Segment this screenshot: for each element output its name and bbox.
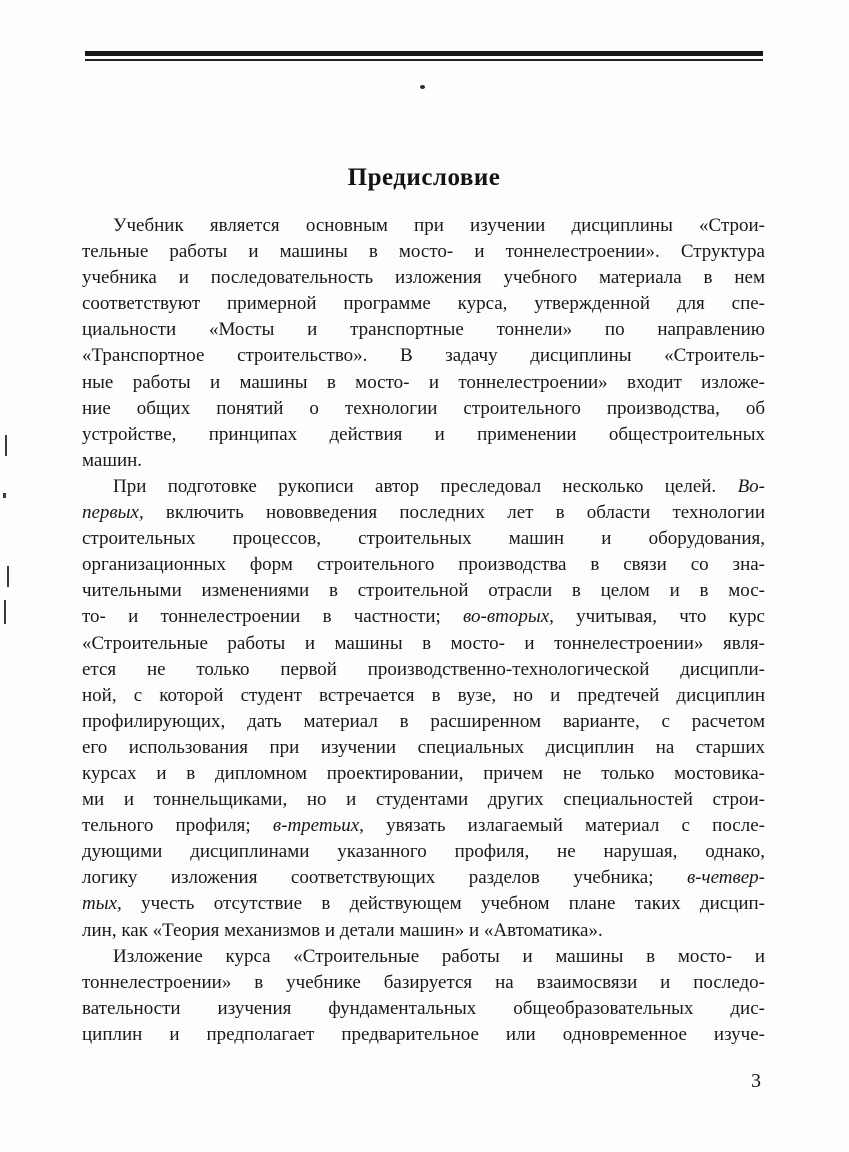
text-segment: устройстве, принципах действия и применении общестроительных: [82, 423, 765, 445]
text-segment: организационных форм строительного производства в связи со зна-: [82, 554, 765, 576]
text-line: [82, 813, 765, 839]
text-line: [82, 291, 765, 317]
text-line: [82, 474, 765, 500]
text-segment: ные работы и машины в мосто- и тоннелестроении» входит изложе-: [82, 371, 765, 393]
text-segment: тельного профиля;: [82, 815, 273, 837]
text-line: [82, 213, 765, 239]
text-line: [82, 918, 765, 944]
paragraph: [82, 213, 765, 474]
text-line: [82, 370, 765, 396]
italic-text-segment: Во-: [737, 475, 765, 497]
text-line: [82, 709, 765, 735]
text-line: [82, 735, 765, 761]
text-line: [82, 996, 765, 1022]
text-segment: машин.: [82, 449, 143, 471]
text-segment: При подготовке рукописи автор преследовал несколько целей.: [113, 475, 738, 497]
stray-ink-dot: [420, 85, 425, 89]
text-segment: Учебник является основным при изучении дисциплины «Строи-: [113, 215, 765, 236]
text-line: [82, 631, 765, 657]
text-line: [82, 657, 765, 683]
scan-artifact: [5, 435, 7, 456]
text-segment: «Строительные работы и машины в мосто- и тоннелестроении» явля-: [82, 632, 765, 654]
text-line: [82, 944, 765, 970]
text-segment: профилирующих, дать материал в расширенном варианте, с расчетом: [82, 710, 765, 732]
text-segment: увязать излагаемый материал с после-: [363, 815, 765, 837]
paragraph: [82, 474, 765, 944]
text-segment: ной, с которой студент встречается в вузе, но и предтечей дисциплин: [82, 684, 765, 706]
scan-artifact: [7, 566, 9, 587]
text-line: [82, 891, 765, 917]
text-line: [82, 239, 765, 265]
text-line: [82, 317, 765, 343]
text-segment: тельные работы и машины в мосто- и тоннелестроении». Структура: [82, 241, 765, 263]
page-title: Предисловие: [347, 164, 501, 191]
text-segment: курсах и в дипломном проектировании, причем не только мостовика-: [82, 762, 765, 784]
text-segment: чительными изменениями в строительной отрасли в целом и в мос-: [82, 580, 765, 602]
header-rule: [85, 51, 763, 61]
text-segment: логику изложения соответствующих разделов учебника;: [82, 867, 687, 889]
text-line: [82, 839, 765, 865]
text-line: [82, 526, 765, 552]
text-segment: циплин и предполагает предварительное или одновременное изуче-: [82, 1023, 765, 1045]
text-line: [82, 448, 765, 474]
text-segment: Изложение курса «Строительные работы и машины в мосто- и: [113, 945, 765, 967]
text-segment: учебника и последовательность изложения учебного материала в нем: [82, 267, 765, 289]
scan-artifact: [4, 600, 6, 624]
text-line: [82, 761, 765, 787]
text-line: [82, 343, 765, 369]
italic-text-segment: первых,: [82, 502, 144, 524]
text-segment: строительных процессов, строительных машин и оборудования,: [82, 528, 765, 550]
text-line: [82, 422, 765, 448]
paragraph: [82, 944, 765, 1048]
text-line: [82, 683, 765, 709]
text-segment: ние общих понятий о технологии строительного производства, об: [82, 397, 765, 419]
text-segment: то- и тоннелестроении в частности;: [82, 606, 464, 628]
text-line: [82, 578, 765, 604]
text-segment: «Транспортное строительство». В задачу дисциплины «Строитель-: [82, 345, 765, 367]
italic-text-segment: в-четвер-: [686, 867, 765, 889]
text-segment: включить нововведения последних лет в области технологии: [143, 502, 765, 524]
text-segment: его использования при изучении специальных дисциплин на старших: [82, 736, 765, 758]
page-number: 3: [751, 1070, 761, 1092]
text-segment: соответствуют примерной программе курса, утвержденной для спе-: [82, 293, 765, 315]
header-rule-thick: [85, 51, 763, 56]
text-segment: дующими дисциплинами указанного профиля, не нарушая, однако,: [82, 841, 765, 863]
text-segment: ми и тоннельщиками, но и студентами других специальностей строи-: [82, 789, 765, 811]
text-segment: учитывая, что курс: [553, 606, 765, 628]
italic-text-segment: в-третьих,: [272, 815, 364, 837]
text-segment: тоннелестроении» в учебнике базируется на взаимосвязи и последо-: [82, 971, 765, 993]
preface-body: [82, 213, 765, 1048]
text-line: [82, 1022, 765, 1048]
text-line: [82, 787, 765, 813]
italic-text-segment: тых,: [82, 893, 122, 915]
text-line: [82, 396, 765, 422]
text-line: [82, 265, 765, 291]
text-line: [82, 500, 765, 526]
scan-artifact: [3, 493, 6, 498]
text-segment: лин, как «Теория механизмов и детали машин» и «Автоматика».: [82, 919, 603, 941]
text-segment: циальности «Мосты и транспортные тоннели» по направлению: [82, 319, 765, 341]
text-segment: вательности изучения фундаментальных общеобразовательных дис-: [82, 997, 765, 1019]
text-segment: учесть отсутствие в действующем учебном плане таких дисцип-: [121, 893, 765, 915]
text-line: [82, 865, 765, 891]
text-line: [82, 552, 765, 578]
text-line: [82, 970, 765, 996]
text-line: [82, 604, 765, 630]
italic-text-segment: во-вторых,: [463, 606, 554, 628]
text-segment: ется не только первой производственно-технологической дисципли-: [82, 658, 765, 680]
header-rule-thin: [85, 59, 763, 61]
